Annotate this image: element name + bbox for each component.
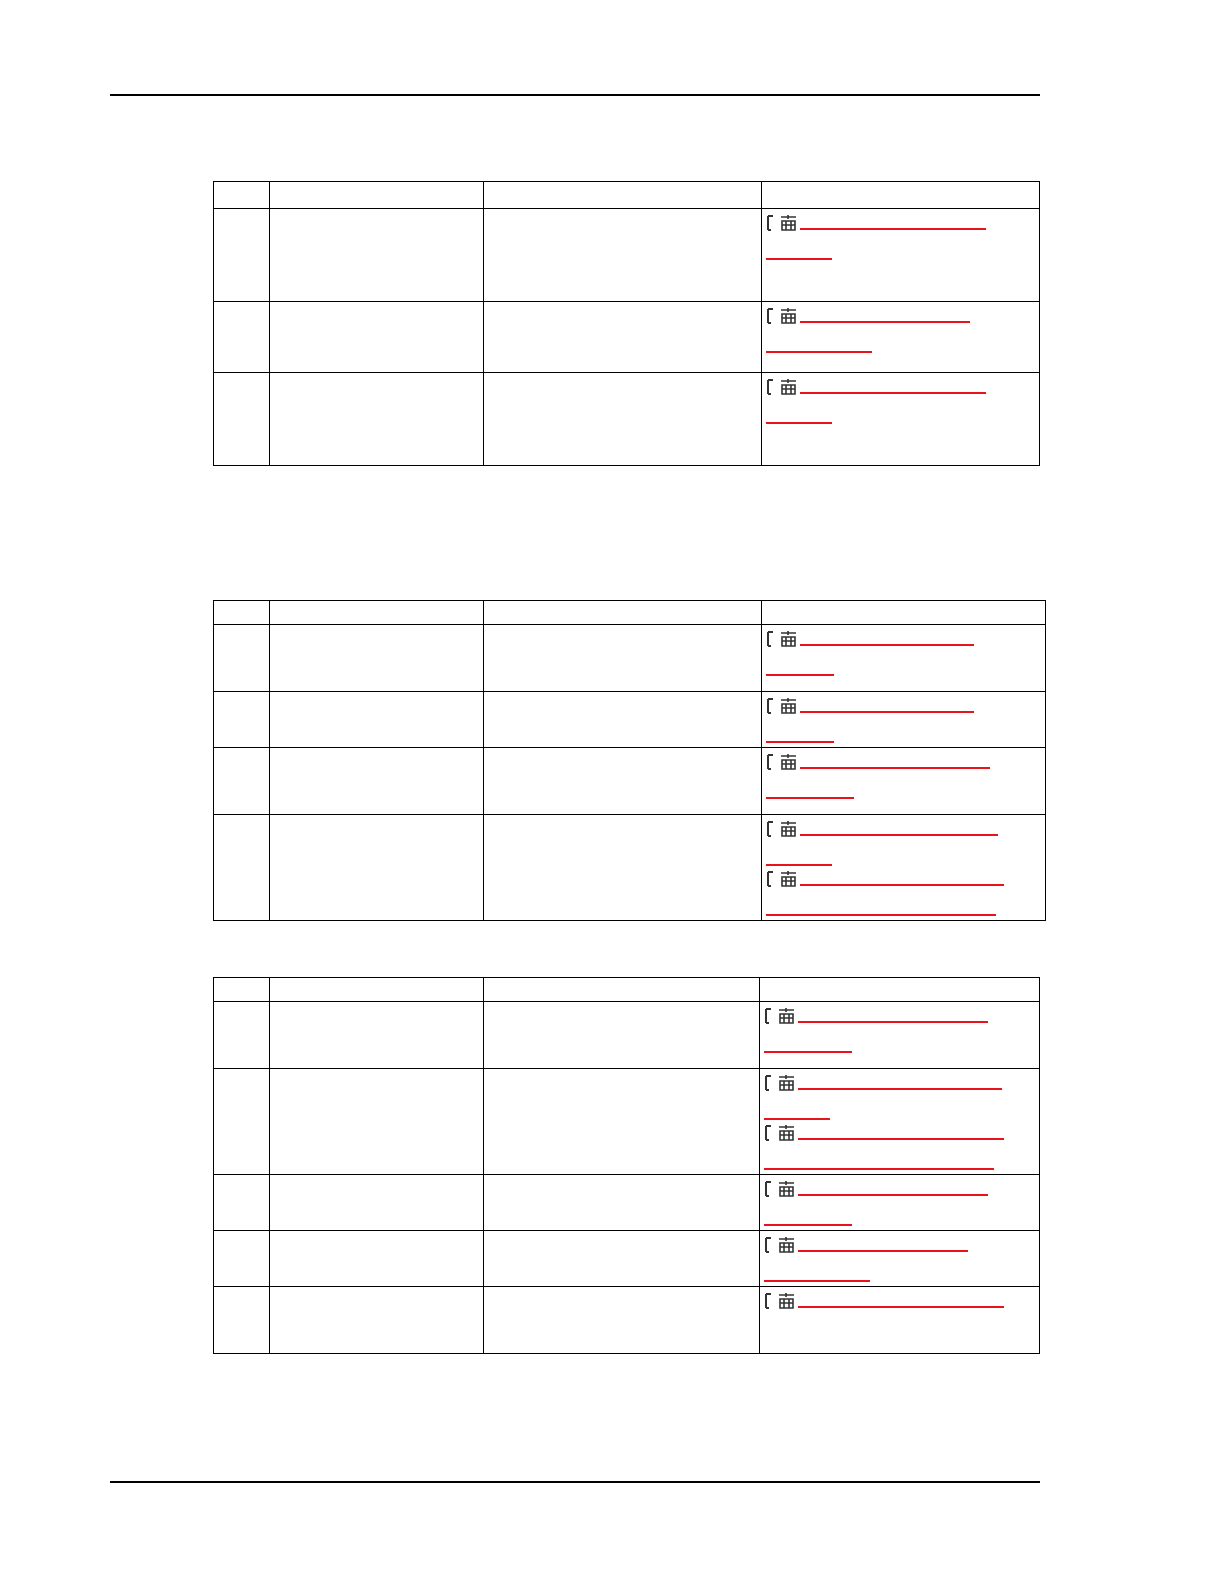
link-underline-continued	[764, 1210, 852, 1226]
footer-rule	[110, 1481, 1040, 1483]
reference-cell	[762, 209, 1040, 302]
link-underline	[800, 870, 1004, 886]
reference-link[interactable]	[764, 1180, 1035, 1226]
reference-cell	[762, 373, 1040, 466]
link-underline-continued	[766, 850, 832, 866]
reference-cell	[762, 302, 1040, 373]
link-underline-continued	[764, 1266, 870, 1282]
table-row	[214, 302, 1040, 373]
reference-cell	[762, 692, 1046, 748]
reference-table-3	[213, 977, 1040, 1354]
table-row	[214, 1287, 1040, 1354]
link-underline-continued	[766, 244, 832, 260]
reference-table-1	[213, 181, 1040, 466]
reference-link[interactable]	[766, 820, 1041, 866]
reference-link[interactable]	[766, 753, 1041, 799]
header-rule	[110, 94, 1040, 96]
link-underline	[798, 1074, 1002, 1090]
glyph-icon	[766, 820, 800, 838]
glyph-icon	[764, 1074, 798, 1092]
reference-link[interactable]	[764, 1074, 1035, 1120]
glyph-icon	[764, 1292, 798, 1310]
link-underline-continued	[764, 1154, 994, 1170]
link-underline-continued	[766, 727, 834, 743]
table-header-row	[214, 978, 1040, 1002]
glyph-icon	[764, 1180, 798, 1198]
reference-link[interactable]	[766, 630, 1041, 676]
table-row	[214, 1069, 1040, 1175]
table-row	[214, 1175, 1040, 1231]
glyph-icon	[766, 307, 800, 325]
glyph-icon	[766, 378, 800, 396]
table-header-row	[214, 182, 1040, 209]
reference-link[interactable]	[766, 870, 1041, 916]
reference-link[interactable]	[764, 1124, 1035, 1170]
reference-link[interactable]	[766, 214, 1035, 260]
link-underline	[798, 1292, 1004, 1308]
link-underline-continued	[766, 660, 834, 676]
glyph-icon	[766, 870, 800, 888]
reference-cell	[762, 748, 1046, 815]
reference-cell	[762, 625, 1046, 692]
reference-link[interactable]	[766, 307, 1035, 353]
reference-cell	[762, 815, 1046, 921]
reference-link[interactable]	[766, 378, 1035, 424]
link-underline-continued	[766, 900, 996, 916]
reference-link[interactable]	[764, 1007, 1035, 1053]
reference-cell	[760, 1175, 1040, 1231]
link-underline-continued	[764, 1104, 830, 1120]
table-row	[214, 815, 1046, 921]
table-row	[214, 1231, 1040, 1287]
table-header-row	[214, 601, 1046, 625]
reference-table-2	[213, 600, 1046, 921]
glyph-icon	[766, 697, 800, 715]
table-row	[214, 373, 1040, 466]
reference-cell	[760, 1287, 1040, 1354]
link-underline	[798, 1236, 968, 1252]
link-underline-continued	[764, 1037, 852, 1053]
link-underline	[800, 378, 986, 394]
link-underline	[800, 214, 986, 230]
glyph-icon	[766, 630, 800, 648]
table-row	[214, 209, 1040, 302]
reference-link[interactable]	[766, 697, 1041, 743]
link-underline	[798, 1124, 1004, 1140]
link-underline-continued	[766, 337, 872, 353]
link-underline	[798, 1007, 988, 1023]
glyph-icon	[764, 1007, 798, 1025]
link-underline	[798, 1180, 988, 1196]
link-underline	[800, 820, 998, 836]
link-underline	[800, 630, 974, 646]
table-row	[214, 1002, 1040, 1069]
reference-cell	[760, 1231, 1040, 1287]
link-underline-continued	[766, 408, 832, 424]
reference-cell	[760, 1002, 1040, 1069]
glyph-icon	[766, 753, 800, 771]
table-row	[214, 692, 1046, 748]
glyph-icon	[764, 1124, 798, 1142]
table-row	[214, 748, 1046, 815]
reference-link[interactable]	[764, 1236, 1035, 1282]
link-underline-continued	[766, 783, 854, 799]
link-underline	[800, 307, 970, 323]
table-row	[214, 625, 1046, 692]
glyph-icon	[764, 1236, 798, 1254]
link-underline	[800, 697, 974, 713]
reference-cell	[760, 1069, 1040, 1175]
glyph-icon	[766, 214, 800, 232]
link-underline	[800, 753, 990, 769]
reference-link[interactable]	[764, 1292, 1035, 1310]
